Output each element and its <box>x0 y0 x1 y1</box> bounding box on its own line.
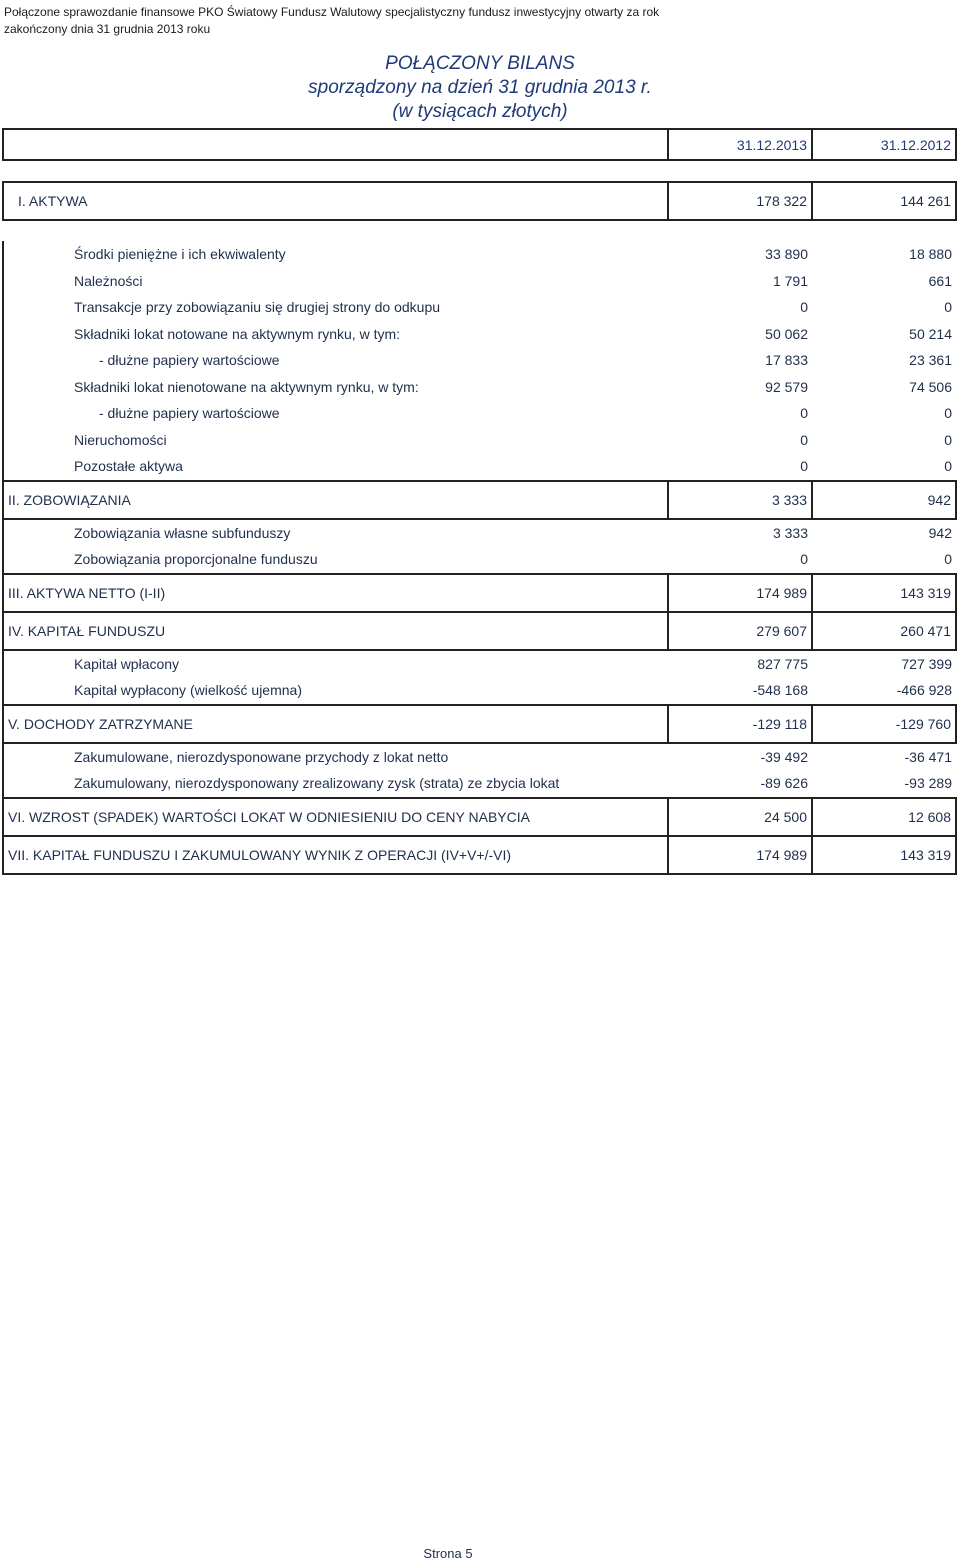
header-line-1: Połączone sprawozdanie finansowe PKO Światowy Fundusz Walutowy specjalistyczny fundusz inwestycyjny otwarty za rok <box>4 5 660 19</box>
row-label: Zobowiązania własne subfunduszy <box>3 519 668 547</box>
column-header-row <box>3 129 956 160</box>
table-row <box>3 400 956 427</box>
value-2012: 942 <box>812 481 956 519</box>
header-line-2: zakończony dnia 31 grudnia 2013 roku <box>4 22 211 36</box>
value-2012: 50 214 <box>909 325 952 342</box>
section-row-zobowiazania <box>3 481 956 519</box>
value-2012: 74 506 <box>909 378 952 395</box>
row-label: Kapitał wypłacony (wielkość ujemna) <box>3 677 668 705</box>
table-row <box>3 770 956 798</box>
column-header-2013: 31.12.2013 <box>668 129 812 160</box>
value-2012: 143 319 <box>812 836 956 874</box>
section-label: IV. KAPITAŁ FUNDUSZU <box>3 612 668 650</box>
row-label: Środki pieniężne i ich ekwiwalenty <box>3 241 668 268</box>
value-2012: 0 <box>944 405 952 422</box>
value-2013: 1 791 <box>772 272 808 289</box>
value-2013: 174 989 <box>668 574 812 612</box>
balance-title <box>0 52 960 124</box>
document-header <box>4 4 724 38</box>
value-2013: -129 118 <box>668 705 812 743</box>
table-row <box>3 268 956 295</box>
row-label: - dłużne papiery wartościowe <box>3 400 668 427</box>
section-row-wzrost <box>3 798 956 836</box>
value-2013: 178 322 <box>668 182 812 220</box>
table-row <box>3 650 956 678</box>
section-label: I. AKTYWA <box>3 182 668 220</box>
value-2012: 260 471 <box>812 612 956 650</box>
table-row <box>3 321 956 348</box>
section-row-dochody <box>3 705 956 743</box>
value-2012: 23 361 <box>909 352 952 369</box>
value-2013: -89 626 <box>760 775 808 792</box>
value-2013: 24 500 <box>668 798 812 836</box>
row-label: Składniki lokat notowane na aktywnym rynku, w tym: <box>3 321 668 348</box>
value-2013: 0 <box>800 458 808 475</box>
value-2013: 50 062 <box>765 325 808 342</box>
section-label: V. DOCHODY ZATRZYMANE <box>3 705 668 743</box>
section-label: VI. WZROST (SPADEK) WARTOŚCI LOKAT W ODNIESIENIU DO CENY NABYCIA <box>3 798 668 836</box>
title-line-1: POŁĄCZONY BILANS <box>385 53 575 74</box>
table-row <box>3 347 956 374</box>
value-2012: 18 880 <box>909 246 952 263</box>
value-2013: 3 333 <box>772 524 808 541</box>
header-empty-cell <box>3 129 668 160</box>
table-row <box>3 519 956 547</box>
value-2012: -129 760 <box>812 705 956 743</box>
value-2013: 3 333 <box>668 481 812 519</box>
section-row-aktywa <box>3 182 956 220</box>
value-2012: 661 <box>928 272 952 289</box>
section-row-razem <box>3 836 956 874</box>
section-row-kapital <box>3 612 956 650</box>
section-label: VII. KAPITAŁ FUNDUSZU I ZAKUMULOWANY WYNIK Z OPERACJI (IV+V+/-VI) <box>3 836 668 874</box>
value-2013: 0 <box>800 431 808 448</box>
section-label: II. ZOBOWIĄZANIA <box>3 481 668 519</box>
row-label: Pozostałe aktywa <box>3 453 668 481</box>
section-label: III. AKTYWA NETTO (I-II) <box>3 574 668 612</box>
value-2013: 0 <box>800 551 808 568</box>
value-2012: 0 <box>944 551 952 568</box>
value-2013: 174 989 <box>668 836 812 874</box>
value-2013: -39 492 <box>760 748 808 765</box>
value-2012: 12 608 <box>812 798 956 836</box>
row-label: Zakumulowane, nierozdysponowane przychody z lokat netto <box>3 743 668 771</box>
row-label: Zakumulowany, nierozdysponowany zrealizowany zysk (strata) ze zbycia lokat <box>3 770 668 798</box>
value-2013: 827 775 <box>757 655 808 672</box>
title-line-2: sporządzony na dzień 31 grudnia 2013 r. <box>308 77 652 98</box>
value-2012: -36 471 <box>904 748 952 765</box>
row-label: - dłużne papiery wartościowe <box>3 347 668 374</box>
section-row-aktywa-netto <box>3 574 956 612</box>
value-2012: -93 289 <box>904 775 952 792</box>
value-2012: 144 261 <box>812 182 956 220</box>
value-2012: 0 <box>944 431 952 448</box>
table-row <box>3 546 956 574</box>
value-2012: 942 <box>928 524 952 541</box>
value-2013: 92 579 <box>765 378 808 395</box>
page-number: Strona 5 <box>423 1546 473 1561</box>
value-2013: 0 <box>800 405 808 422</box>
value-2013: -548 168 <box>752 682 808 699</box>
table-row <box>3 294 956 321</box>
value-2012: 0 <box>944 299 952 316</box>
value-2012: 143 319 <box>812 574 956 612</box>
row-label: Transakcje przy zobowiązaniu się drugiej strony do odkupu <box>3 294 668 321</box>
table-row <box>3 743 956 771</box>
title-line-3: (w tysiącach złotych) <box>392 101 568 122</box>
row-label: Składniki lokat nienotowane na aktywnym rynku, w tym: <box>3 374 668 401</box>
value-2013: 279 607 <box>668 612 812 650</box>
row-label: Należności <box>3 268 668 295</box>
value-2013: 17 833 <box>765 352 808 369</box>
row-label: Nieruchomości <box>3 427 668 454</box>
row-label: Kapitał wpłacony <box>3 650 668 678</box>
value-2013: 0 <box>800 299 808 316</box>
table-row <box>3 241 956 268</box>
value-2012: 727 399 <box>901 655 952 672</box>
table-row <box>3 677 956 705</box>
table-row <box>3 374 956 401</box>
value-2013: 33 890 <box>765 246 808 263</box>
table-row <box>3 453 956 481</box>
table-row <box>3 427 956 454</box>
value-2012: 0 <box>944 458 952 475</box>
value-2012: -466 928 <box>896 682 952 699</box>
row-label: Zobowiązania proporcjonalne funduszu <box>3 546 668 574</box>
balance-sheet-table <box>2 128 957 875</box>
column-header-2012: 31.12.2012 <box>812 129 956 160</box>
